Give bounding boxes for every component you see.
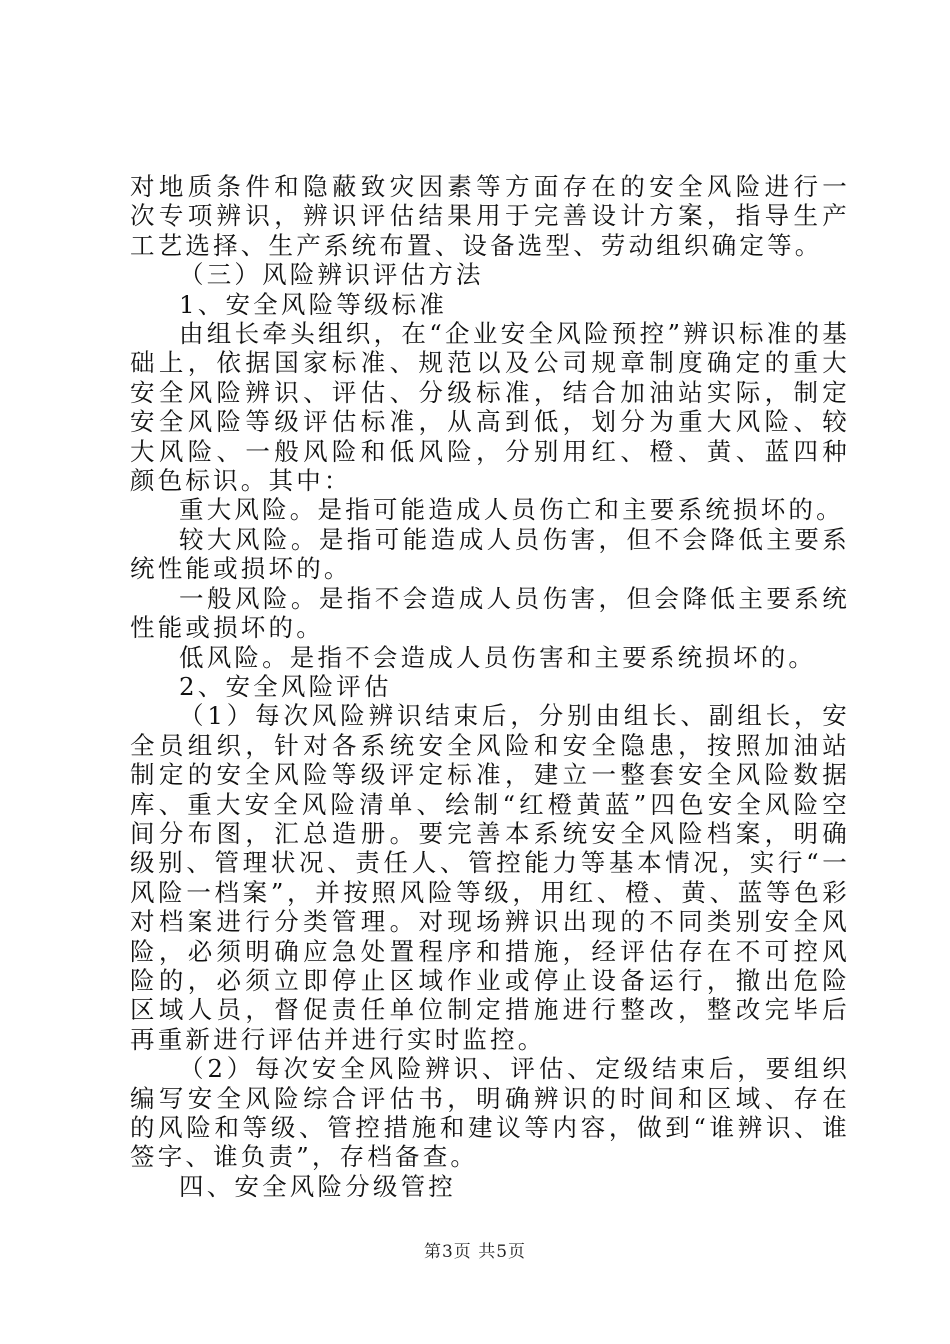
page-number-footer: 第3页 共5页	[423, 1242, 527, 1262]
document-body	[130, 172, 850, 1201]
paragraph-general-risk: 一般风险。是指不会造成人员伤害，但会降低主要系统性能或损坏的。	[130, 583, 850, 643]
heading-risk-level-standard: 1、安全风险等级标准	[179, 289, 448, 319]
paragraph-continued-text: 对地质条件和隐蔽致灾因素等方面存在的安全风险进行一次专项辨识，辨识评估结果用于完善设计方案，指导生产工艺选择、生产系统布置、设备选型、劳动组织确定等。	[130, 172, 850, 260]
heading-risk-evaluation: 2、安全风险评估	[179, 671, 392, 701]
heading-risk-assessment-method: （三）风险辨识评估方法	[179, 260, 484, 290]
paragraph-level-standard: 由组长牵头组织，在“企业安全风险预控”辨识标准的基础上，依据国家标准、规范以及公司规章制度确定的重大安全风险辨识、评估、分级标准，结合加油站实际，制定安全风险等级评估标准，从高到低，划分为重大风险、较大风险、一般风险和低风险，分别用红、橙、黄、蓝四种颜色标识。其中：	[130, 319, 850, 496]
paragraph-evaluation-item-2: （2）每次安全风险辨识、评估、定级结束后，要组织编写安全风险综合评估书，明确辨识的时间和区域、存在的风险和等级、管控措施和建议等内容，做到“谁辨识、谁签字、谁负责”，存档备查。	[130, 1054, 850, 1172]
heading-section-four: 四、安全风险分级管控	[179, 1171, 456, 1201]
paragraph-significant-risk: 较大风险。是指可能造成人员伤害，但不会降低主要系统性能或损坏的。	[130, 524, 850, 584]
paragraph-low-risk: 低风险。是指不会造成人员伤害和主要系统损坏的。	[179, 642, 817, 672]
paragraph-evaluation-item-1: （1）每次风险辨识结束后，分别由组长、副组长，安全员组织，针对各系统安全风险和安全隐患，按照加油站制定的安全风险等级评定标准，建立一整套安全风险数据库、重大安全风险清单、绘制“红橙黄蓝”四色安全风险空间分布图，汇总造册。要完善本系统安全风险档案，明确级别、管理状况、责任人、管控能力等基本情况，实行“一风险一档案”，并按照风险等级，用红、橙、黄、蓝等色彩对档案进行分类管理。对现场辨识出现的不同类别安全风险，必须明确应急处置程序和措施，经评估存在不可控风险的，必须立即停止区域作业或停止设备运行，撤出危险区域人员，督促责任单位制定措施进行整改，整改完毕后再重新进行评估并进行实时监控。	[130, 701, 850, 1054]
paragraph-major-risk: 重大风险。是指可能造成人员伤亡和主要系统损坏的。	[179, 495, 844, 525]
